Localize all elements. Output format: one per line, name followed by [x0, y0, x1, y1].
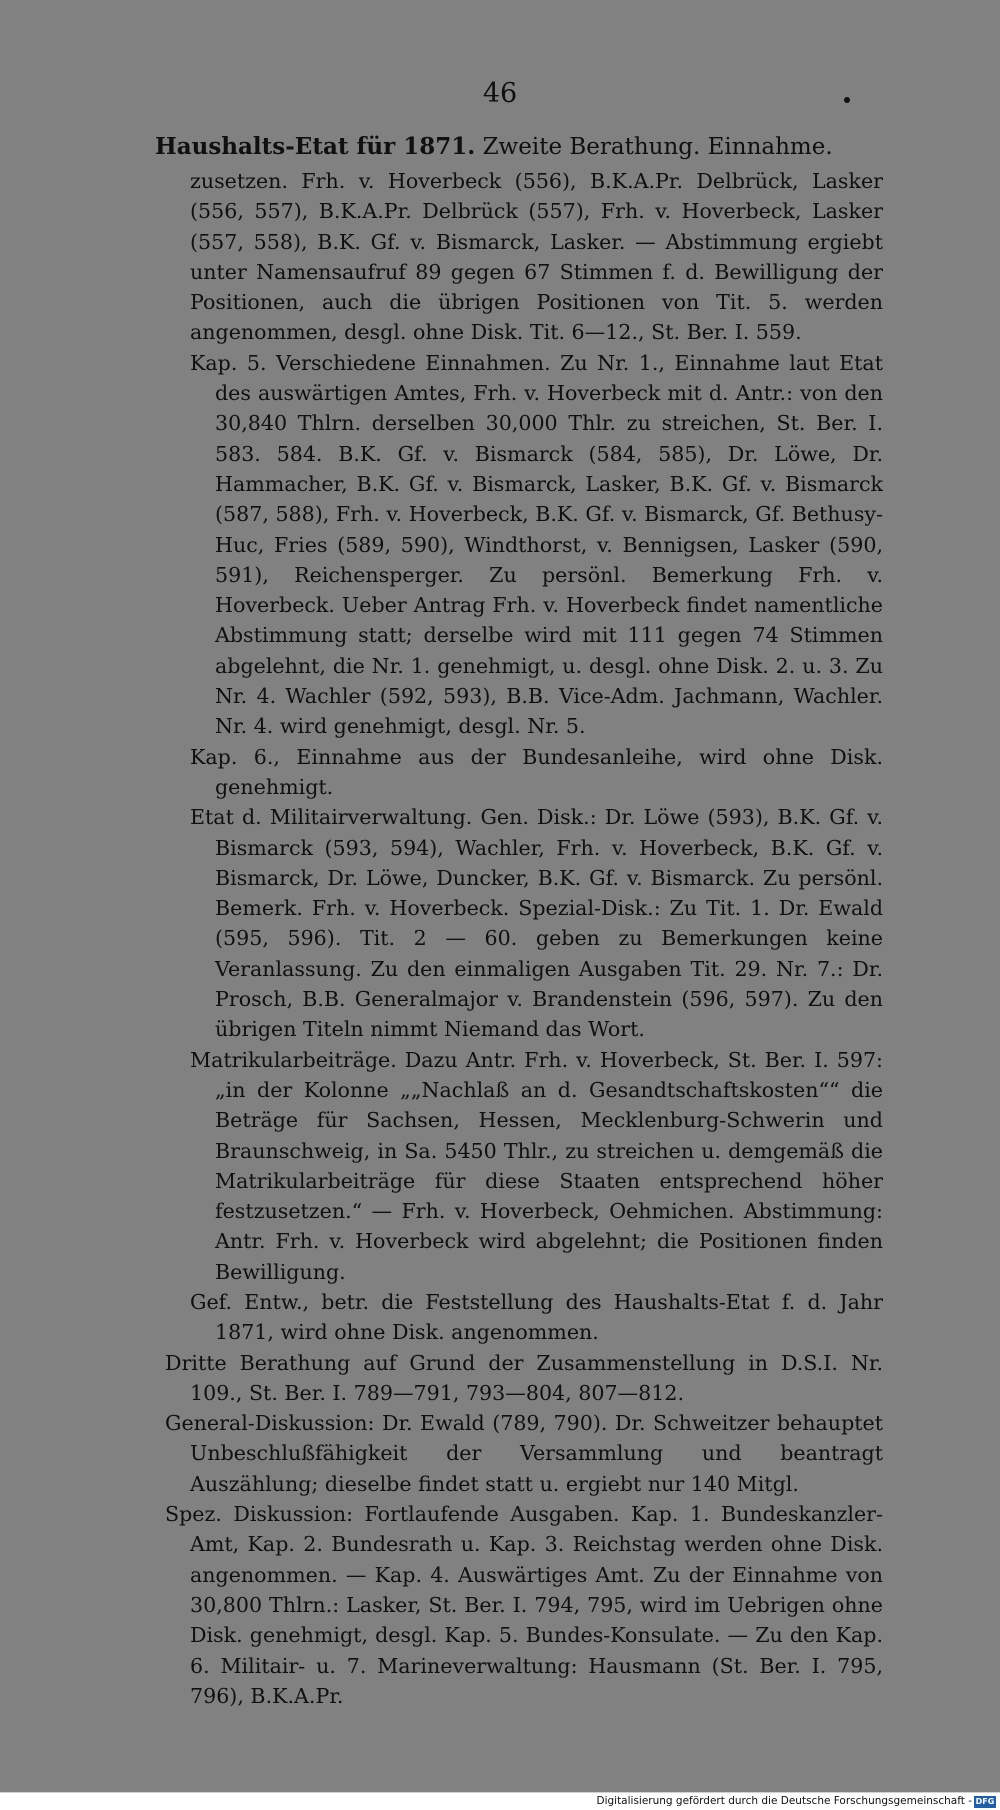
running-header	[155, 133, 833, 160]
paragraph-5: Matrikularbeiträge. Dazu Antr. Frh. v. Hoverbeck, St. Ber. I. 597: „in der Kolonne „„Nachlaß an d. Gesandtschaftskosten““ die Beträge für Sachsen, Hessen, Mecklenburg-Schwerin und Braunschweig, in Sa. 5450 Thlr., zu streichen u. demgemäß die Matrikularbeiträge für diese Staaten entsprechend höher festzusetzen.“ — Frh. v. Hoverbeck, Oehmichen. Abstimmung: Antr. Frh. v. Hoverbeck wird abgelehnt; die Positionen finden Bewilligung.	[190, 1047, 883, 1284]
paragraph-2: Kap. 5. Verschiedene Einnahmen. Zu Nr. 1., Einnahme laut Etat des auswärtigen Amtes, Frh. v. Hoverbeck mit d. Antr.: von den 30,840 Thlrn. derselben 30,000 Thlr. zu streichen, St. Ber. I. 583. 584. B.K. Gf. v. Bismarck (584, 585), Dr. Löwe, Dr. Hammacher, B.K. Gf. v. Bismarck, Lasker, B.K. Gf. v. Bismarck (587, 588), Frh. v. Hoverbeck, B.K. Gf. v. Bismarck, Gf. Bethusy-Huc, Fries (589, 590), Windthorst, v. Bennigsen, Lasker (590, 591), Reichensperger. Zu persönl. Bemerkung Frh. v. Hoverbeck. Ueber Antrag Frh. v. Hoverbeck findet namentliche Abstimmung statt; derselbe wird mit 111 gegen 74 Stimmen abgelehnt, die Nr. 1. genehmigt, u. desgl. ohne Disk. 2. u. 3. Zu Nr. 4. Wachler (592, 593), B.B. Vice-Adm. Jachmann, Wachler. Nr. 4. wird genehmigt, desgl. Nr. 5.	[190, 350, 883, 739]
paragraph-1: zusetzen. Frh. v. Hoverbeck (556), B.K.A.Pr. Delbrück, Lasker (556, 557), B.K.A.Pr. Delbrück (557), Frh. v. Hoverbeck, Lasker (557, 558), B.K. Gf. v. Bismarck, Lasker. — Abstimmung ergiebt unter Namensaufruf 89 gegen 67 Stimmen f. d. Bewilligung der Positionen, auch die übrigen Positionen von Tit. 5. werden angenommen, desgl. ohne Disk. Tit. 6—12., St. Ber. I. 559.	[190, 169, 883, 345]
ink-dot	[844, 97, 850, 103]
paragraph-8: General-Diskussion: Dr. Ewald (789, 790). Dr. Schweitzer behauptet Unbeschlußfähigkeit der Versammlung und beantragt Auszählung; dieselbe findet statt u. ergiebt nur 140 Mitgl.	[165, 1411, 883, 1496]
paragraph-6: Gef. Entw., betr. die Feststellung des Haushalts-Etat f. d. Jahr 1871, wird ohne Disk. angenommen.	[190, 1289, 883, 1345]
page-number: 46	[482, 78, 518, 109]
dfg-logo-icon: DFG	[975, 1797, 995, 1806]
paragraph-7: Dritte Berathung auf Grund der Zusammenstellung in D.S.I. Nr. 109., St. Ber. I. 789—791, 793—804, 807—812.	[165, 1350, 883, 1405]
paragraph-9: Spez. Diskussion: Fortlaufende Ausgaben. Kap. 1. Bundeskanzler-Amt, Kap. 2. Bundesrath u. Kap. 3. Reichstag werden ohne Disk. angenommen. — Kap. 4. Auswärtiges Amt. Zu der Einnahme von 30,800 Thlrn.: Lasker, St. Ber. I. 794, 795, wird im Uebrigen ohne Disk. genehmigt, desgl. Kap. 5. Bundes-Konsulate. — Zu den Kap. 6. Militair- u. 7. Marineverwaltung: Hausmann (St. Ber. I. 795, 796), B.K.A.Pr.	[165, 1502, 883, 1708]
page-body	[165, 166, 883, 1711]
header-title: Haushalts-Etat für 1871.	[155, 133, 476, 160]
footer-bar	[0, 1792, 1000, 1810]
paragraph-4: Etat d. Militairverwaltung. Gen. Disk.: Dr. Löwe (593), B.K. Gf. v. Bismarck (593, 594), Wachler, Frh. v. Hoverbeck, B.K. Gf. v. Bismarck, Dr. Löwe, Duncker, B.K. Gf. v. Bismarck. Zu persönl. Bemerk. Frh. v. Hoverbeck. Spezial-Disk.: Zu Tit. 1. Dr. Ewald (595, 596). Tit. 2 — 60. geben zu Bemerkungen keine Veranlassung. Zu den einmaligen Ausgaben Tit. 29. Nr. 7.: Dr. Prosch, B.B. Generalmajor v. Brandenstein (596, 597). Zu den übrigen Titeln nimmt Niemand das Wort.	[190, 805, 883, 1042]
paragraph-3: Kap. 6., Einnahme aus der Bundesanleihe, wird ohne Disk. genehmigt.	[190, 744, 883, 799]
footer-credit: Digitalisierung gefördert durch die Deutsche Forschungsgemeinschaft -	[596, 1795, 972, 1807]
header-subtitle: Zweite Berathung. Einnahme.	[482, 134, 833, 160]
